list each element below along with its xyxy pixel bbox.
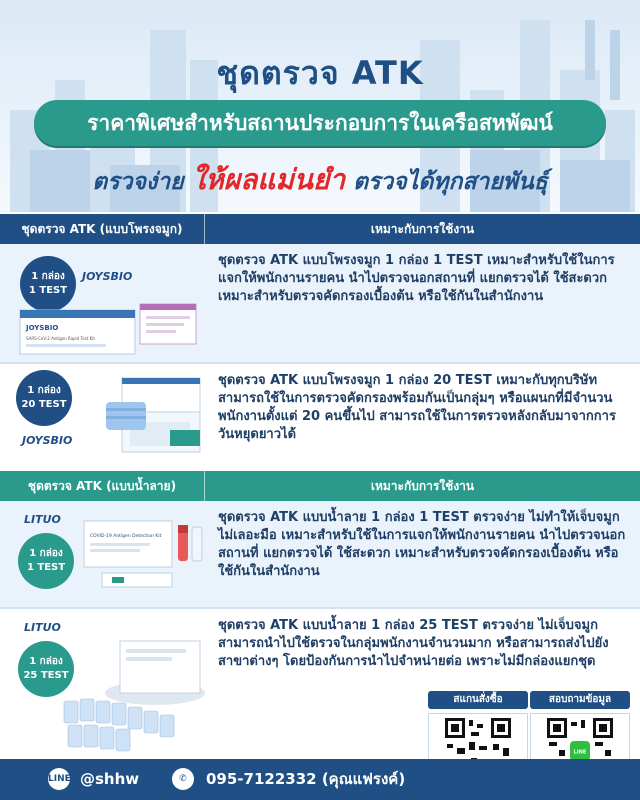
pack-text: COVID-19 Antigen Detection Kit — [90, 534, 162, 539]
line-icon: LINE — [48, 768, 70, 790]
inquiry-qr-label: สอบถามข้อมูล — [530, 691, 630, 709]
phone-number[interactable]: 095-7122332 (คุณแฟรงค์) — [206, 770, 406, 788]
row-description: ชุดตรวจ ATK แบบโพรงจมูก 1 กล่อง 1 TEST เหมาะสำหรับใช้ในการแจกให้พนักงานรายคน นำไปตรวจนอกสถานที่ แยกตรวจได้ ใช้สะดวก เหมาะสำหรับตรวจคัดกรองเบื้องต้น หรือใช้กันในสำนักงาน — [218, 253, 615, 304]
page-title: ชุดตรวจ ATK — [216, 54, 424, 92]
badge-line2: 1 TEST — [28, 285, 68, 296]
quantity-badge — [18, 533, 74, 589]
nasal-col-product: ชุดตรวจ ATK (แบบโพรงจมูก) — [0, 214, 205, 244]
footer-bar — [0, 759, 640, 800]
brand-label: LITUO — [24, 513, 61, 526]
nasal-col-usage: เหมาะกับการใช้งาน — [370, 222, 475, 236]
badge-line1: 1 กล่อง — [29, 548, 63, 559]
line-id[interactable]: @shhw — [80, 770, 140, 788]
pack-brand: JOYSBIO — [26, 324, 59, 332]
lituo-25-test-product-image — [60, 631, 210, 753]
brand-label: LITUO — [24, 621, 61, 634]
badge-line2: 25 TEST — [23, 670, 69, 681]
tagline-highlight: ให้ผลแม่นยำ — [191, 163, 346, 196]
nasal-table-header — [0, 214, 640, 244]
saliva-col-usage: เหมาะกับการใช้งาน — [370, 479, 475, 493]
badge-line1: 1 กล่อง — [27, 385, 61, 396]
table-row — [0, 244, 640, 362]
table-row — [0, 501, 640, 607]
tagline — [0, 158, 640, 202]
row-description: ชุดตรวจ ATK แบบน้ำลาย 1 กล่อง 25 TEST ตรวจง่าย ไม่เจ็บจมูก สามารถนำไปใช้ตรวจในกลุ่มพนักงานจำนวนมาก หรือสามารถส่งไปยังสาขาต่างๆ โดยป้องกันการนำไปจำหน่ายต่อ เพราะไม่มีกล่องแยกชุด — [218, 618, 609, 669]
row-description: ชุดตรวจ ATK แบบโพรงจมูก 1 กล่อง 20 TEST เหมาะกับทุกบริษัท สามารถใช้ในการตรวจคัดกรองพร้อมกันเป็นกลุ่มๆ หรือแผนกที่มีจำนวนพนักงานตั้งแต่ 20 คนขึ้นไป สามารถใช้ในการตรวจหลังกลับมาจากการวันหยุดยาวได้ — [218, 373, 616, 442]
subtitle-banner: ราคาพิเศษสำหรับสถานประกอบการในเครือสหพัฒน์ — [34, 100, 606, 146]
brand-label: JOYSBIO — [22, 434, 73, 447]
saliva-table-header — [0, 471, 640, 501]
badge-line1: 1 กล่อง — [31, 271, 65, 282]
tagline-pre: ตรวจง่าย — [92, 169, 184, 195]
joysbio-1-test-product-image — [18, 300, 198, 358]
saliva-col-product: ชุดตรวจ ATK (แบบน้ำลาย) — [0, 471, 205, 501]
line-logo-text: LINE — [573, 749, 587, 756]
quantity-badge — [16, 370, 72, 426]
table-row — [0, 364, 640, 471]
phone-icon: ✆ — [172, 768, 194, 790]
hero-banner — [0, 0, 640, 212]
row-description: ชุดตรวจ ATK แบบน้ำลาย 1 กล่อง 1 TEST ตรวจง่าย ไม่ทำให้เจ็บจมูก ไม่เลอะมือ เหมาะสำหรับใช้ในการแจกให้พนักงานรายคน นำไปตรวจนอกสถานที่ แยกตรวจได้ ใช้สะดวก เหมาะสำหรับตรวจคัดกรองเบื้องต้น หรือใช้กันในสำนักงาน — [218, 510, 626, 579]
pack-text: SARS-CoV-2 Antigen Rapid Test Kit — [26, 336, 95, 341]
lituo-1-test-product-image — [82, 515, 207, 595]
table-row — [0, 609, 640, 759]
tagline-post: ตรวจได้ทุกสายพันธุ์ — [353, 169, 548, 195]
brand-label: JOYSBIO — [82, 270, 133, 283]
badge-line2: 1 TEST — [26, 562, 66, 573]
joysbio-20-test-product-image — [100, 372, 205, 464]
badge-line1: 1 กล่อง — [29, 656, 63, 667]
badge-line2: 20 TEST — [21, 399, 67, 410]
order-qr-label: สแกนสั่งซื้อ — [428, 691, 528, 709]
